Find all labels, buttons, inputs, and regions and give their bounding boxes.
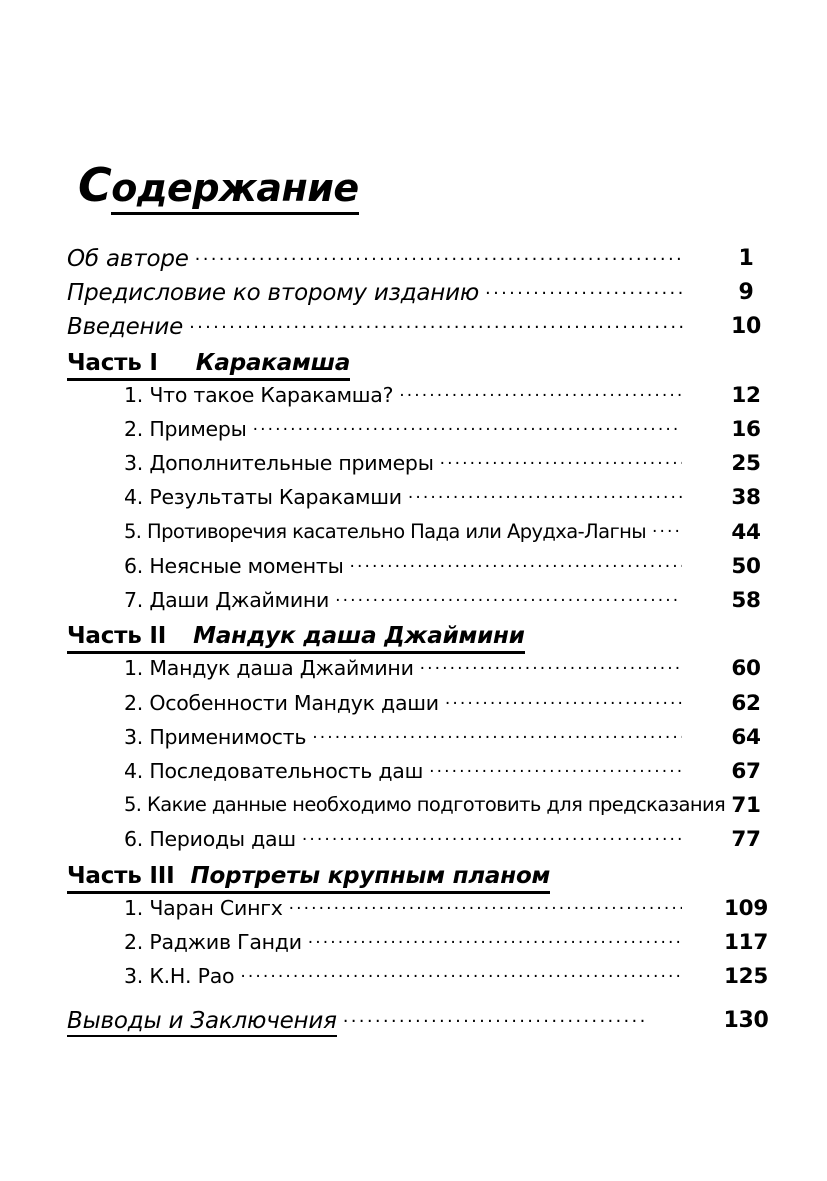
dot-leader <box>652 522 682 538</box>
dot-leader <box>350 557 682 573</box>
toc-page-number: 16 <box>731 417 761 442</box>
toc-row[interactable] <box>0 246 827 280</box>
toc-page-number: 67 <box>731 759 761 784</box>
part-number: Часть III <box>67 862 175 889</box>
toc-row-content <box>124 896 682 920</box>
dot-leader <box>399 386 682 402</box>
dot-leader <box>289 899 682 915</box>
toc-row-content <box>124 759 682 783</box>
toc-page-number: 38 <box>731 485 761 511</box>
toc-row[interactable] <box>0 314 827 348</box>
part-heading-gap <box>175 868 191 887</box>
toc-entry-label: Предисловие ко второму изданию <box>67 280 480 307</box>
toc-page-number: 125 <box>724 964 768 990</box>
toc-row[interactable] <box>0 417 827 451</box>
part-heading-gap <box>166 628 193 647</box>
dot-leader <box>189 318 685 334</box>
part-heading-underline <box>67 623 525 654</box>
dot-leader <box>253 420 682 436</box>
toc-entry-label: 1. Чаран Сингх <box>124 895 283 920</box>
dot-leader <box>240 967 682 983</box>
toc-row-content <box>124 656 682 680</box>
toc-entry-label: 6. Периоды даш <box>124 827 296 852</box>
toc-entry-label: 1. Мандук даша Джаймини <box>124 656 414 681</box>
toc-row-content <box>124 554 682 578</box>
part-title: Каракамша <box>195 349 351 376</box>
toc-row-content <box>124 793 726 817</box>
toc-row-content <box>124 930 682 954</box>
dot-leader <box>420 659 682 675</box>
toc-page-number: 1 <box>738 246 754 271</box>
toc-entry-label: 6. Неясные моменты <box>124 553 344 578</box>
toc-row-content <box>67 1008 647 1037</box>
toc-entry-label: 4. Результаты Каракамши <box>124 485 402 510</box>
toc-entry-label: 2. Примеры <box>124 417 247 441</box>
part-heading-gap <box>158 355 196 374</box>
toc-row-content <box>67 314 685 340</box>
toc-row-content <box>67 280 685 306</box>
toc-entry-label: 2. Особенности Мандук даши <box>124 690 439 715</box>
toc-row-content <box>124 691 682 715</box>
toc-part-heading[interactable] <box>67 863 550 897</box>
toc-page-number: 62 <box>731 690 761 716</box>
part-title: Портреты крупным планом <box>190 862 551 889</box>
toc-entry-label: 5. Противоречия касательно Пада или Арудха-Лагны <box>124 519 647 543</box>
toc-row-content <box>124 417 682 441</box>
page-title <box>78 158 359 212</box>
toc-row[interactable] <box>0 964 827 998</box>
toc-page-number: 12 <box>731 382 761 408</box>
part-heading-underline <box>67 350 350 381</box>
dot-leader <box>312 728 682 744</box>
part-heading-underline <box>67 863 550 894</box>
toc-entry-label: 4. Последовательность даш <box>124 759 424 783</box>
toc-row-content <box>67 246 685 272</box>
toc-row[interactable] <box>0 588 827 622</box>
toc-entry-label: Выводы и Заключения <box>67 1008 337 1037</box>
toc-row-content <box>124 827 682 851</box>
toc-part-heading[interactable] <box>67 350 350 384</box>
toc-page-number: 60 <box>731 656 761 682</box>
toc-row[interactable] <box>0 793 827 827</box>
toc-page-number: 10 <box>730 314 761 340</box>
toc-row[interactable] <box>0 554 827 588</box>
dot-leader <box>195 250 685 266</box>
toc-entry-label: 2. Раджив Ганди <box>124 930 302 954</box>
toc-row-content <box>124 485 682 509</box>
toc-row[interactable] <box>0 485 827 519</box>
dot-leader <box>485 284 685 300</box>
toc-row[interactable] <box>0 691 827 725</box>
toc-row-content <box>124 451 682 475</box>
toc-row-content <box>124 383 682 407</box>
dot-leader <box>440 454 682 470</box>
toc-row[interactable] <box>0 280 827 314</box>
toc-page-number: 9 <box>738 280 754 306</box>
toc-row-content <box>124 964 682 988</box>
toc-row[interactable] <box>0 896 827 930</box>
dot-leader <box>445 694 682 710</box>
toc-entry-label: 7. Даши Джаймини <box>124 588 330 612</box>
toc-row-content <box>124 725 682 749</box>
dot-leader <box>429 762 682 778</box>
dot-leader <box>302 830 682 846</box>
toc-page-number: 130 <box>723 1008 769 1034</box>
toc-row[interactable] <box>0 451 827 485</box>
toc-row[interactable] <box>0 1008 827 1042</box>
toc-page-number: 44 <box>731 519 761 545</box>
toc-entry-label: Введение <box>67 314 184 341</box>
dot-leader <box>335 591 682 607</box>
toc-row[interactable] <box>0 827 827 861</box>
toc-entry-label: 3. Дополнительные примеры <box>124 451 434 476</box>
toc-page-number: 58 <box>731 588 761 613</box>
toc-entry-label: 3. Применимость <box>124 724 307 749</box>
toc-row-content <box>124 520 682 543</box>
part-number: Часть I <box>67 349 158 376</box>
dot-leader <box>408 488 682 504</box>
toc-row[interactable] <box>0 725 827 759</box>
part-number: Часть II <box>67 623 167 650</box>
toc-row[interactable] <box>0 520 827 554</box>
toc-row[interactable] <box>0 759 827 793</box>
toc-page-number: 64 <box>731 724 761 750</box>
dot-leader <box>343 1012 647 1028</box>
toc-page-number: 50 <box>731 553 761 579</box>
dot-leader <box>308 933 682 949</box>
toc-row-content <box>124 588 682 612</box>
toc-page-number: 109 <box>724 895 768 921</box>
toc-row[interactable] <box>0 656 827 690</box>
toc-row[interactable] <box>0 930 827 964</box>
toc-page-number: 77 <box>731 827 761 853</box>
toc-row[interactable] <box>0 383 827 417</box>
toc-page-number: 71 <box>731 793 761 819</box>
toc-entry-label: 5. Какие данные необходимо подготовить для предсказания <box>124 793 726 817</box>
toc-entry-label: 3. К.Н. Рао <box>124 964 235 989</box>
toc-page-number: 117 <box>724 930 768 955</box>
toc-entry-label: 1. Что такое Каракамша? <box>124 382 394 407</box>
page-title-initial: С <box>78 158 112 212</box>
toc-entry-label: Об авторе <box>67 246 189 272</box>
toc-page-number: 25 <box>731 451 761 477</box>
toc-part-heading[interactable] <box>67 623 525 657</box>
page-title-rest: одержание <box>111 166 358 215</box>
part-title: Мандук даша Джаймини <box>193 623 525 650</box>
